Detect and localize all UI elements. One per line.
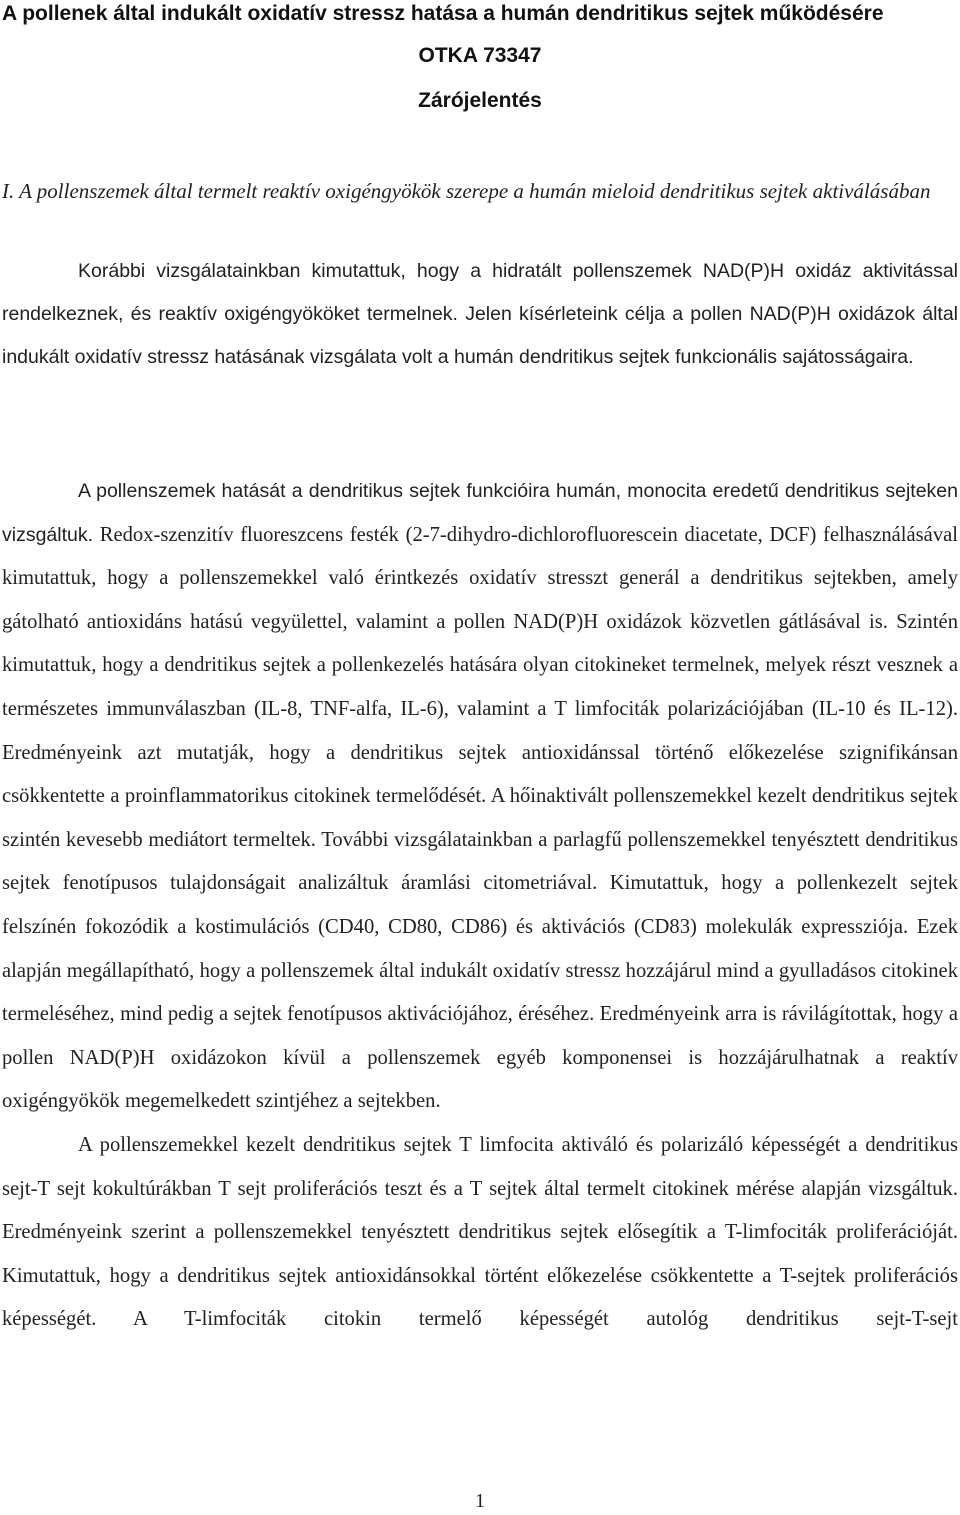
paragraph-1: Korábbi vizsgálatainkban kimutattuk, hogy a hidratált pollenszemek NAD(P)H oxidáz aktivitással rendelkeznek, és reaktív oxigéngyököket termelnek. Jelen kísérleteink célja a pollen NAD(P)H oxidázok által indukált oxidatív stressz hatásának vizsgálata volt a humán dendritikus sejtek funkcionális sajátosságaira.: [2, 260, 958, 368]
document-title: A pollenek által indukált oxidatív stressz hatása a humán dendritikus sejtek működésére: [2, 2, 884, 25]
document-header: [0, 2, 960, 113]
paragraph-2-body: Redox-szenzitív fluoreszcens festék (2-7-dihydro-dichlorofluorescein diacetate, DCF) felhasználásával kimutattuk, hogy a pollenszemekkel való érintkezés oxidatív stresszt generál a dendritikus sejtekben, amely gátolható antioxidáns hatású vegyülettel, valamint a pollen NAD(P)H oxidázok közvetlen gátlásával is. Szintén kimutattuk, hogy a dendritikus sejtek a pollenkezelés hatására olyan citokineket termelnek, melyek részt vesznek a természetes immunválaszban (IL-8, TNF-alfa, IL-6), valamint a T limfociták polarizációjában (IL-10 és IL-12). Eredményeink azt mutatják, hogy a dendritikus sejtek antioxidánssal történő előkezelése szignifikánsan csökkentette a proinflammatorikus citokinek termelődését. A hőinaktivált pollenszemekkel kezelt dendritikus sejtek szintén kevesebb mediátort termeltek. További vizsgálatainkban a parlagfű pollenszemekkel tenyésztett dendritikus sejtek fenotípusos tulajdonságait analizáltuk áramlási citometriával. Kimutattuk, hogy a pollenkezelt sejtek felszínén fokozódik a kostimulációs (CD40, CD80, CD86) és aktivációs (CD83) molekulák expressziója. Ezek alapján megállapítható, hogy a pollenszemek által indukált oxidatív stressz hozzájárul mind a gyulladásos citokinek termeléséhez, mind pedig a sejtek fenotípusos aktivációjához, éréséhez. Eredményeink arra is rávilágítottak, hogy a pollen NAD(P)H oxidázokon kívül a pollenszemek egyéb komponensei is hozzájárulhatnak a reaktív oxigéngyökök megemelkedett szintjéhez a sejtekben.: [2, 523, 958, 1113]
paragraph-2: [2, 470, 958, 1124]
page-number: 1: [475, 1490, 485, 1512]
paragraph-3: A pollenszemekkel kezelt dendritikus sejtek T limfocita aktiváló és polarizáló képességét a dendritikus sejt-T sejt kokultúrákban T sejt proliferációs teszt és a T sejtek által termelt citokinek mérése alapján vizsgáltuk. Eredményeink szerint a pollenszemekkel tenyésztett dendritikus sejtek elősegítik a T-limfociták proliferációját. Kimutattuk, hogy a dendritikus sejtek antioxidánsokkal történt előkezelése csökkentette a T-sejtek proliferációs képességét. A T-limfociták citokin termelő képességét autológ dendritikus sejt-T-sejt: [2, 1133, 958, 1331]
intro-paragraph: [2, 250, 958, 379]
section-title: I. A pollenszemek által termelt reaktív oxigéngyökök szerepe a humán mieloid dendritikus sejtek aktiválásában: [2, 179, 931, 203]
paragraph-2-lead: A pollenszemek hatását a dendritikus sejtek funkcióira humán, monocita eredetű dendritikus sejteken vizsgáltuk.: [2, 480, 958, 546]
main-body: [2, 470, 958, 1342]
grant-number: OTKA 73347: [418, 44, 542, 67]
report-type: Zárójelentés: [418, 89, 542, 112]
